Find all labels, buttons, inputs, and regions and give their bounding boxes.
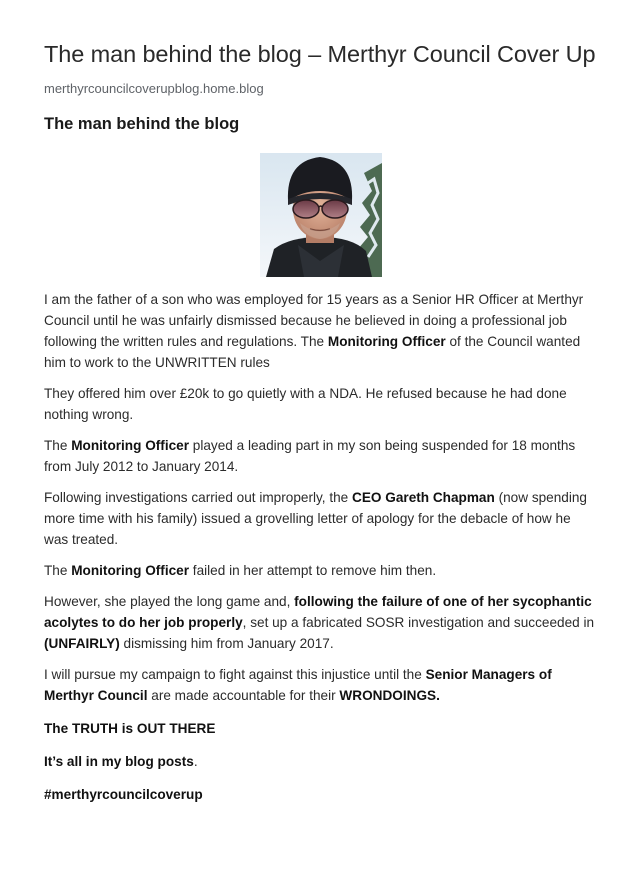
paragraph-8 (44, 718, 596, 739)
paragraph-6 (44, 591, 596, 654)
emphasis-text: WRONDOINGS. (339, 688, 440, 703)
paragraph-text: played a leading part in my son being suspended for 18 months from July 2012 to January 2014. (44, 438, 576, 474)
emphasis-text: Monitoring Officer (71, 438, 190, 453)
paragraph-text: , set up a fabricated SOSR investigation and succeeded in (242, 615, 595, 630)
paragraph-text: The (44, 563, 72, 578)
paragraph-2 (44, 383, 596, 425)
emphasis-text: Senior Managers of Merthyr Council (44, 667, 552, 703)
post-heading: The man behind the blog (44, 115, 240, 133)
paragraph-5 (44, 560, 596, 581)
page-url[interactable]: merthyrcouncilcoverupblog.home.blog (44, 81, 264, 96)
paragraph-text: I will pursue my campaign to fight against this injustice until the (44, 667, 426, 682)
paragraph-3 (44, 435, 596, 477)
paragraph-9 (44, 751, 596, 772)
emphasis-text: following the failure of one of her sycophantic acolytes to do her job properly (44, 594, 592, 630)
emphasis-text: Monitoring Officer (327, 334, 446, 349)
portrait-photo-icon (260, 153, 382, 277)
hashtag-link[interactable]: #merthyrcouncilcoverup (44, 787, 203, 802)
emphasis-text: Monitoring Officer (71, 563, 190, 578)
paragraph-text: . (193, 754, 198, 769)
paragraph-text: The (44, 438, 72, 453)
paragraph-text: Following investigations carried out improperly, the (44, 490, 353, 505)
paragraph-7 (44, 664, 596, 706)
paragraph-text: of the Council wanted him to work to the UNWRITTEN rules (44, 334, 581, 370)
paragraph-1 (44, 289, 596, 373)
paragraph-text: (now spending more time with his family) issued a grovelling letter of apology for the debacle of how he was treated. (44, 490, 587, 547)
paragraph-text: I am the father of a son who was employed for 15 years as a Senior HR Officer at Merthyr Council until he was unfairly dismissed because he believed in doing a professional job following the written rules and regulations. The (44, 292, 584, 349)
emphasis-text: (UNFAIRLY) (44, 636, 120, 651)
page-title: The man behind the blog – Merthyr Council Cover Up (44, 41, 596, 67)
post-body (44, 289, 596, 805)
paragraph-text: They offered him over £20k to go quietly with a NDA. He refused because he had done nothing wrong. (44, 386, 567, 422)
emphasis-text: CEO Gareth Chapman (352, 490, 495, 505)
paragraph-text: dismissing him from January 2017. (119, 636, 334, 651)
paragraph-text: However, she played the long game and, (44, 594, 295, 609)
emphasis-text: It’s all in my blog posts (44, 754, 194, 769)
paragraph-text: failed in her attempt to remove him then. (189, 563, 437, 578)
hashtag-paragraph (44, 784, 596, 805)
emphasis-text: The TRUTH is OUT THERE (44, 721, 216, 736)
paragraph-text: are made accountable for their (147, 688, 340, 703)
paragraph-4 (44, 487, 596, 550)
